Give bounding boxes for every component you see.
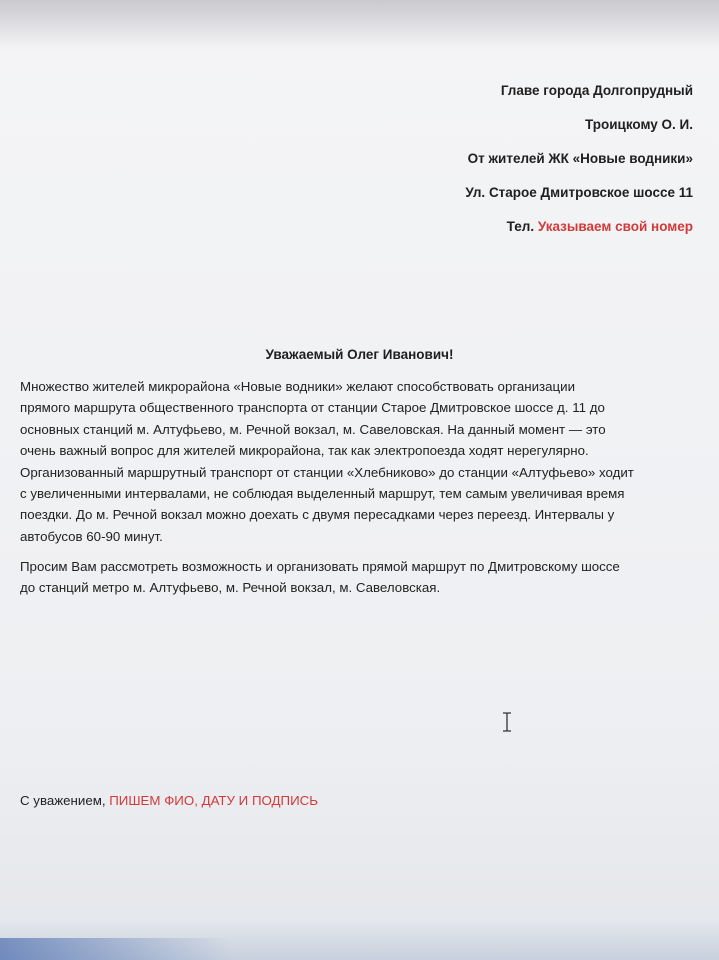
photo-shadow-top [0,0,719,50]
closing-line [20,793,318,808]
phone-line [273,218,693,252]
phone-label: Тел. [506,219,535,234]
address-line: Ул. Старое Дмитровское шоссе 11 [465,185,693,200]
addressee-line-1: Главе города Долгопрудный [500,83,693,98]
paragraph-line: с увеличенными интервалами, не соблюдая выделенный маршрут, тем самым увеличивая время [20,486,625,502]
paragraph-line: Организованный маршрутный транспорт от станции «Хлебниково» до станции «Алтуфьево» ходит [20,464,634,480]
taskbar-glimpse [0,938,230,960]
closing-label: С уважением, [20,793,106,808]
screen-bottom-edge [0,920,719,960]
paragraph-line: до станций метро м. Алтуфьево, м. Речной вокзал, м. Савеловская. [20,580,441,596]
body-paragraph-2 [20,556,704,599]
body-paragraph-1 [20,376,704,547]
addressee-line-2: Троицкому О. И. [585,117,693,132]
sender-line: От жителей ЖК «Новые водники» [467,151,693,166]
salutation: Уважаемый Олег Иванович! [265,347,454,362]
paragraph-line: поездки. До м. Речной вокзал можно доехать с двумя пересадками через переезд. Интервалы у [20,507,615,523]
paragraph-line: Множество жителей микрорайона «Новые водники» желают способствовать организации [20,379,576,394]
paragraph-line: автобусов 60-90 минут. [20,528,163,544]
addressee-block [273,82,693,252]
paragraph-line: прямого маршрута общественного транспорта от станции Старое Дмитровское шоссе д. 11 до [20,400,605,416]
paragraph-line: Просим Вам рассмотреть возможность и организовать прямой маршрут по Дмитровскому шоссе [20,559,620,574]
signature-placeholder: ПИШЕМ ФИО, ДАТУ И ПОДПИСЬ [109,793,318,808]
phone-placeholder: Указываем свой номер [537,219,693,234]
paragraph-line: очень важный вопрос для жителей микрорайона, так как электропоезда ходят нерегулярно. [20,443,589,459]
text-cursor-icon [500,711,514,733]
paragraph-line: основных станций м. Алтуфьево, м. Речной вокзал, м. Савеловская. На данный момент — это [20,421,606,437]
